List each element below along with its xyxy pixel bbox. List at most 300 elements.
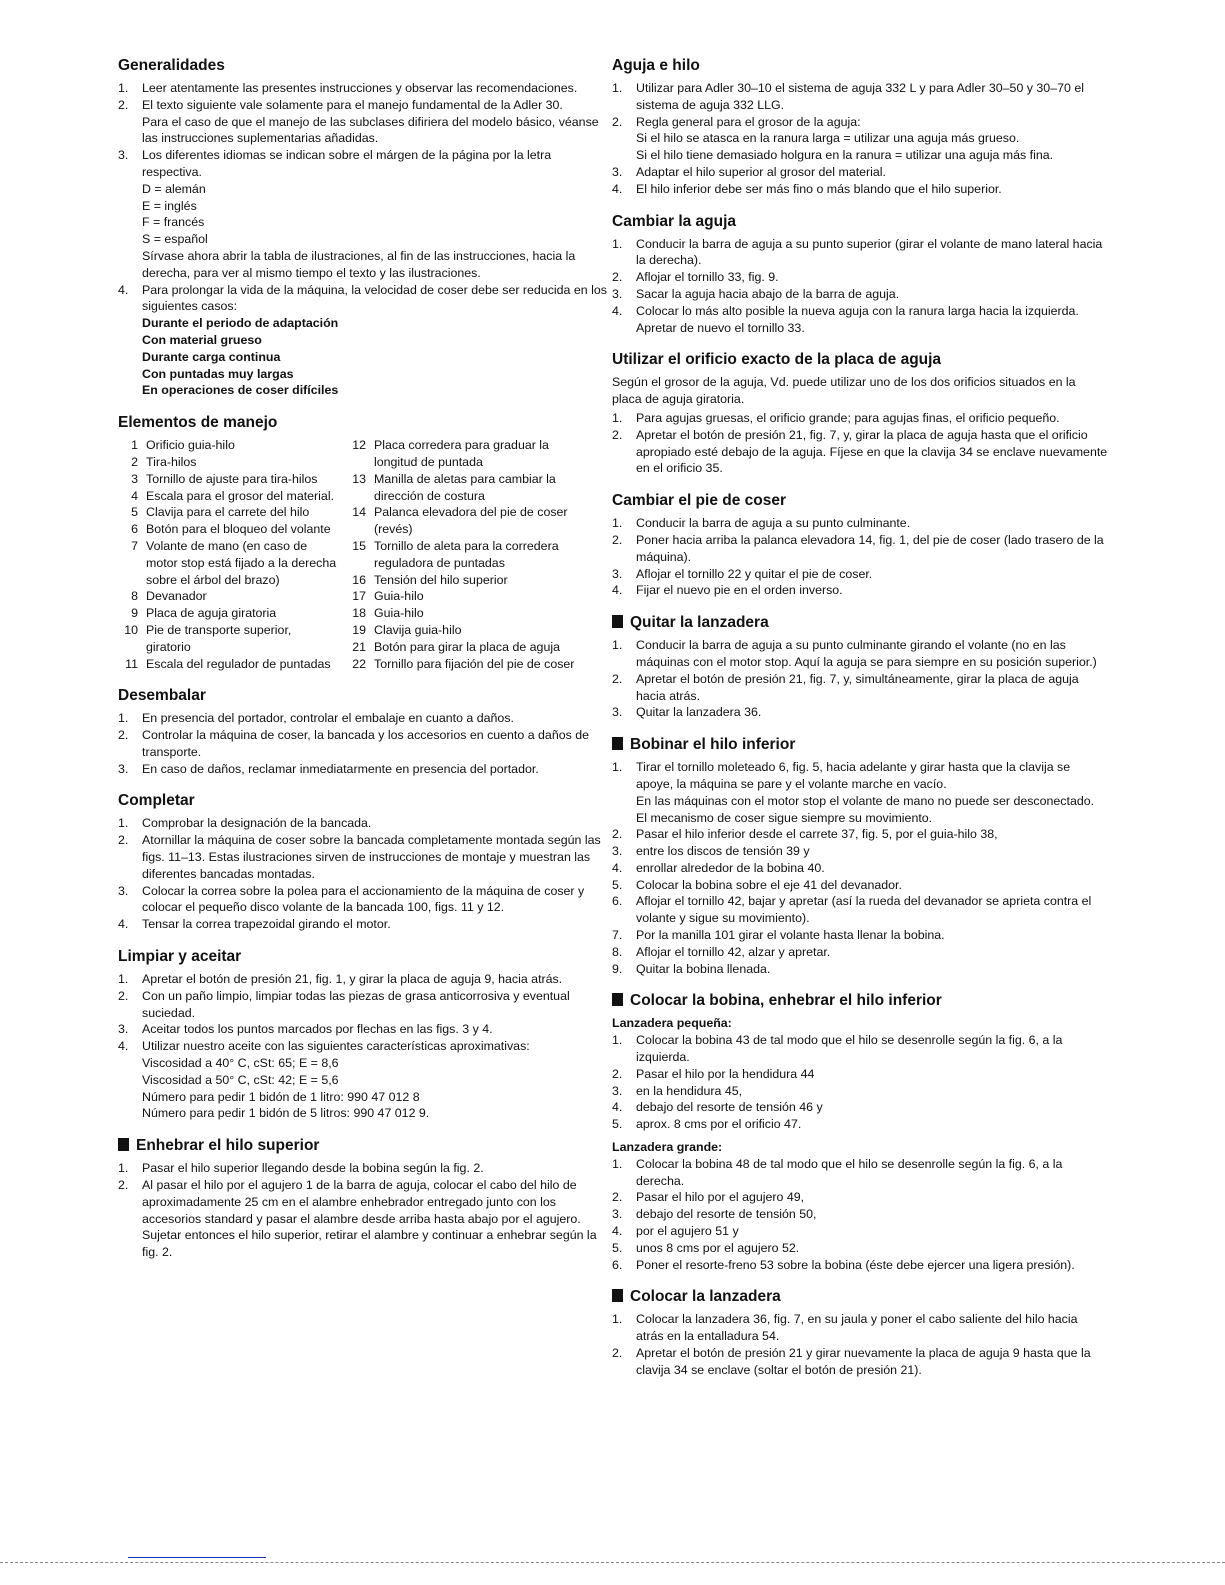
list-item — [118, 727, 608, 761]
legend-number: 3 — [131, 471, 138, 486]
list-item — [118, 761, 608, 778]
item-main-text: Regla general para el grosor de la aguja: — [636, 114, 861, 129]
item-text — [636, 515, 1108, 532]
subsection-title: Lanzadera grande: — [612, 1140, 723, 1155]
item-text — [636, 1066, 1108, 1083]
item-main-text: En presencia del portador, controlar el embalaje en cuanto a daños. — [142, 711, 514, 726]
item-text — [636, 236, 1108, 270]
legend-item — [118, 454, 338, 471]
item-main-text: Apretar el botón de presión 21, fig. 7, y, girar la placa de aguja hasta que el orificio apropiado esté debajo de la aguja. Fíjese en que la clavija 34 se enclave nuevamente en el orificio 35. — [636, 427, 1108, 476]
item-main-text: Pasar el hilo por el agujero 49, — [636, 1190, 805, 1205]
legend-text: Clavija guia-hilo — [374, 622, 462, 637]
section-title: Desembalar — [118, 687, 206, 705]
list-item — [612, 1032, 1108, 1066]
item-text — [142, 1038, 608, 1122]
left-column — [118, 56, 608, 1261]
numbered-list — [118, 815, 608, 933]
item-number: 5. — [612, 877, 623, 892]
item-main-text: Quitar la bobina llenada. — [636, 961, 771, 976]
section-quitar-lanzadera — [612, 613, 1108, 721]
item-text — [142, 832, 608, 882]
item-number: 8. — [612, 944, 623, 959]
item-text — [142, 710, 608, 727]
item-number: 4. — [612, 303, 623, 318]
legend-item — [346, 622, 576, 639]
section-generalidades — [118, 56, 608, 399]
list-item — [612, 826, 1108, 843]
item-text — [142, 1177, 608, 1261]
item-number: 1. — [612, 638, 623, 653]
item-main-text: Colocar la bobina 48 de tal modo que el hilo se desenrolle según la fig. 6, a la derecha. — [636, 1156, 1063, 1188]
item-main-text: Colocar la correa sobre la polea para el accionamiento de la máquina de coser y colocar el pequeño disco volante de la bancada 100, figs. 11 y 12. — [142, 883, 585, 915]
legend-text: Clavija para el carrete del hilo — [146, 505, 310, 520]
section-aguja-hilo — [612, 56, 1108, 198]
list-item — [118, 97, 608, 147]
legend-number: 17 — [352, 589, 366, 604]
section-title: Limpiar y aceitar — [118, 948, 242, 966]
legend-text: Pie de transporte superior, giratorio — [146, 622, 292, 654]
item-main-text: Aflojar el tornillo 42, bajar y apretar (así la rueda del devanador se aprieta contra el volante y sigue su movimiento). — [636, 894, 1092, 926]
item-bold-note: Durante el periodo de adaptación — [142, 316, 339, 331]
section-title: Bobinar el hilo inferior — [612, 735, 1108, 755]
legend-number: 16 — [352, 572, 366, 587]
item-text — [636, 1156, 1108, 1190]
numbered-list — [612, 759, 1108, 977]
item-text — [636, 532, 1108, 566]
section-title: Generalidades — [118, 57, 225, 74]
legend-text: Placa de aguja giratoria — [146, 606, 277, 621]
legend-text: Botón para girar la placa de aguja — [374, 639, 560, 654]
section-intro: Según el grosor de la aguja, Vd. puede utilizar uno de los dos orificios situados en la placa de aguja giratoria. — [612, 375, 1076, 407]
item-number: 2. — [612, 671, 623, 686]
item-number: 3. — [118, 1022, 129, 1037]
legend-number: 13 — [352, 471, 366, 486]
numbered-list — [612, 637, 1108, 721]
legend-text: Palanca elevadora del pie de coser (revés) — [374, 505, 568, 537]
legend-item — [118, 471, 338, 488]
legend-number: 14 — [352, 505, 366, 520]
item-text — [636, 286, 1108, 303]
list-item — [612, 1257, 1108, 1274]
item-number: 1. — [612, 410, 623, 425]
section-limpiar — [118, 947, 608, 1122]
item-number: 3. — [612, 164, 623, 179]
legend-number: 12 — [352, 438, 366, 453]
item-number: 2. — [118, 97, 129, 112]
item-number: 1. — [118, 1161, 129, 1176]
item-number: 2. — [612, 270, 623, 285]
list-item — [612, 1099, 1108, 1116]
item-text — [636, 1116, 1108, 1133]
item-text — [636, 410, 1108, 427]
legend-item — [118, 504, 338, 521]
item-text — [142, 727, 608, 761]
list-item — [118, 815, 608, 832]
list-item — [612, 80, 1108, 114]
numbered-list — [612, 410, 1108, 477]
item-note: Número para pedir 1 bidón de 1 litro: 990 47 012 8 — [142, 1089, 420, 1104]
item-main-text: debajo del resorte de tensión 46 y — [636, 1100, 823, 1115]
item-main-text: Colocar la bobina sobre el eje 41 del devanador. — [636, 877, 902, 892]
numbered-list — [612, 515, 1108, 599]
list-item — [612, 927, 1108, 944]
item-number: 2. — [612, 1346, 623, 1361]
item-text — [142, 988, 608, 1022]
item-main-text: en la hendidura 45, — [636, 1083, 743, 1098]
legend-text: Tensión del hilo superior — [374, 572, 508, 587]
list-item — [118, 916, 608, 933]
list-item — [612, 1066, 1108, 1083]
item-number: 1. — [612, 1033, 623, 1048]
item-text — [142, 971, 608, 988]
item-main-text: Con un paño limpio, limpiar todas las piezas de grasa anticorrosiva y eventual suciedad. — [142, 988, 570, 1020]
item-text — [142, 1160, 608, 1177]
list-item — [612, 1311, 1108, 1345]
numbered-list — [612, 1311, 1108, 1378]
item-text — [142, 815, 608, 832]
item-main-text: Colocar la lanzadera 36, fig. 7, en su jaula y poner el cabo saliente del hilo hacia atrás en la entalladura 54. — [636, 1312, 1078, 1344]
item-main-text: Pasar el hilo superior llegando desde la bobina según la fig. 2. — [142, 1161, 484, 1176]
item-main-text: aprox. 8 cms por el orificio 47. — [636, 1117, 802, 1132]
legend-item — [346, 605, 576, 622]
list-item — [612, 515, 1108, 532]
item-number: 7. — [612, 928, 623, 943]
legend-item — [346, 656, 576, 673]
item-text — [636, 1206, 1108, 1223]
list-item — [118, 883, 608, 917]
item-note: Para el caso de que el manejo de las subclases difiriera del modelo básico, véanse las instrucciones suplementarias añadidas. — [142, 114, 599, 146]
list-item — [612, 269, 1108, 286]
legend-text: Guia-hilo — [374, 589, 424, 604]
legend-text: Manilla de aletas para cambiar la dirección de costura — [374, 471, 556, 503]
item-note: S = español — [142, 232, 208, 247]
list-item — [612, 893, 1108, 927]
item-main-text: El texto siguiente vale solamente para el manejo fundamental de la Adler 30. — [142, 97, 563, 112]
list-item — [118, 832, 608, 882]
list-item — [612, 427, 1108, 477]
numbered-list — [118, 710, 608, 777]
section-title: Elementos de manejo — [118, 414, 278, 432]
item-main-text: por el agujero 51 y — [636, 1224, 739, 1239]
item-main-text: Por la manilla 101 girar el volante hasta llenar la bobina. — [636, 928, 945, 943]
item-note: Si el hilo se atasca en la ranura larga = utilizar una aguja más grueso. — [636, 131, 1020, 146]
item-number: 6. — [612, 1257, 623, 1272]
item-main-text: Controlar la máquina de coser, la bancada y los accesorios en cuento a daños de transporte. — [142, 728, 590, 759]
item-main-text: Comprobar la designación de la bancada. — [142, 816, 372, 831]
item-main-text: entre los discos de tensión 39 y — [636, 844, 810, 859]
item-main-text: Fijar el nuevo pie en el orden inverso. — [636, 583, 843, 598]
item-text — [636, 704, 1108, 721]
item-text — [636, 1345, 1108, 1379]
list-item — [612, 1345, 1108, 1379]
bottom-link-underline — [128, 1557, 266, 1558]
item-number: 2. — [118, 833, 129, 848]
list-item — [612, 877, 1108, 894]
item-main-text: Poner el resorte-freno 53 sobre la bobina (éste debe ejercer una ligera presión). — [636, 1257, 1075, 1272]
section-title: Completar — [118, 792, 195, 810]
item-number: 2. — [612, 1066, 623, 1081]
legend-number: 21 — [352, 639, 366, 654]
legend-grid — [118, 437, 608, 672]
section-title: Quitar la lanzadera — [612, 613, 1108, 633]
item-text — [636, 1257, 1108, 1274]
item-number: 3. — [612, 286, 623, 301]
list-item — [118, 147, 608, 281]
section-title: Enhebrar el hilo superior — [118, 1136, 608, 1156]
item-main-text: Para agujas gruesas, el orificio grande; para agujas finas, el orificio pequeño. — [636, 410, 1060, 425]
item-main-text: Utilizar para Adler 30–10 el sistema de aguja 332 L y para Adler 30–50 y 30–70 el sistema de aguja 332 LLG. — [636, 81, 1084, 112]
list-item — [612, 1223, 1108, 1240]
item-main-text: unos 8 cms por el agujero 52. — [636, 1240, 800, 1255]
list-item — [612, 236, 1108, 270]
legend-text: Botón para el bloqueo del volante — [146, 522, 331, 537]
item-text — [636, 927, 1108, 944]
item-text — [636, 944, 1108, 961]
list-item — [612, 410, 1108, 427]
item-text — [142, 916, 608, 933]
item-number: 4. — [118, 282, 129, 297]
item-bold-note: Con material grueso — [142, 332, 262, 347]
legend-text: Escala para el grosor del material. — [146, 488, 335, 503]
list-item — [118, 282, 608, 400]
item-number: 9. — [612, 961, 623, 976]
item-bold-note: En operaciones de coser difíciles — [142, 383, 339, 398]
item-main-text: Conducir la barra de aguja a su punto superior (girar el volante de mano lateral hacia la derecha). — [636, 236, 1103, 268]
item-main-text: Aflojar el tornillo 33, fig. 9. — [636, 270, 779, 285]
item-main-text: Los diferentes idiomas se indican sobre el márgen de la página por la letra respectiva. — [142, 148, 552, 179]
legend-column — [346, 437, 576, 672]
item-number: 4. — [118, 917, 129, 932]
section-desembalar — [118, 686, 608, 777]
item-text — [636, 582, 1108, 599]
item-text — [636, 843, 1108, 860]
item-main-text: debajo del resorte de tensión 50, — [636, 1207, 817, 1222]
list-item — [612, 961, 1108, 978]
item-number: 1. — [612, 1156, 623, 1171]
item-number: 2. — [118, 728, 129, 743]
list-item — [612, 303, 1108, 337]
legend-item — [118, 437, 338, 454]
item-note: E = inglés — [142, 198, 197, 213]
item-number: 1. — [612, 516, 623, 531]
item-text — [636, 893, 1108, 927]
list-item — [118, 1021, 608, 1038]
item-text — [142, 1021, 608, 1038]
item-text — [636, 759, 1108, 826]
item-text — [636, 1032, 1108, 1066]
item-main-text: Sacar la aguja hacia abajo de la barra de aguja. — [636, 286, 900, 301]
item-number: 1. — [612, 1312, 623, 1327]
item-number: 3. — [118, 148, 129, 163]
legend-item — [118, 622, 338, 656]
list-item — [118, 1177, 608, 1261]
item-text — [636, 671, 1108, 705]
item-main-text: Pasar el hilo por la hendidura 44 — [636, 1066, 815, 1081]
item-text — [636, 566, 1108, 583]
item-main-text: El hilo inferior debe ser más fino o más blando que el hilo superior. — [636, 181, 1002, 196]
item-number: 2. — [612, 1190, 623, 1205]
section-title: Colocar la lanzadera — [612, 1287, 1108, 1307]
section-orificio — [612, 350, 1108, 477]
section-title: Colocar la bobina, enhebrar el hilo inferior — [612, 991, 1108, 1011]
item-text — [142, 147, 608, 281]
item-number: 2. — [612, 114, 623, 129]
legend-number: 19 — [352, 622, 366, 637]
legend-item — [346, 437, 576, 471]
item-text — [636, 80, 1108, 114]
list-item — [612, 1206, 1108, 1223]
item-note: D = alemán — [142, 181, 206, 196]
legend-item — [118, 538, 338, 588]
item-main-text: En caso de daños, reclamar inmediatarmente en presencia del portador. — [142, 761, 539, 776]
legend-item — [346, 639, 576, 656]
legend-text: Tornillo de aleta para la corredera reguladora de puntadas — [374, 538, 559, 570]
item-number: 3. — [612, 566, 623, 581]
item-text — [636, 114, 1108, 164]
legend-number: 9 — [131, 606, 138, 621]
item-main-text: Tirar el tornillo moleteado 6, fig. 5, hacia adelante y girar hasta que la clavija se apoye, la máquina se pare y el volante marche en vacío. — [636, 760, 1071, 791]
item-text — [636, 1223, 1108, 1240]
legend-item — [118, 656, 338, 673]
item-text — [636, 427, 1108, 477]
item-note: Sírvase ahora abrir la tabla de ilustraciones, al fin de las instrucciones, hacia la derecha, para ver al mismo tiempo el texto y las ilustraciones. — [142, 248, 576, 280]
legend-text: Volante de mano (en caso de motor stop está fijado a la derecha sobre el árbol del brazo) — [146, 538, 337, 587]
item-note: Viscosidad a 40° C, cSt: 65; E = 8,6 — [142, 1056, 339, 1071]
list-item — [612, 286, 1108, 303]
legend-item — [346, 471, 576, 505]
list-item — [612, 181, 1108, 198]
item-text — [636, 1189, 1108, 1206]
legend-text: Tornillo para fijación del pie de coser — [374, 656, 575, 671]
item-main-text: Quitar la lanzadera 36. — [636, 705, 762, 720]
item-bold-note: Durante carga continua — [142, 349, 281, 364]
item-main-text: Tensar la correa trapezoidal girando el motor. — [142, 917, 391, 932]
item-main-text: Colocar la bobina 43 de tal modo que el hilo se desenrolle según la fig. 6, a la izquierda. — [636, 1033, 1063, 1065]
item-note: F = francés — [142, 215, 205, 230]
section-colocar-bobina — [612, 991, 1108, 1273]
item-main-text: Pasar el hilo inferior desde el carrete 37, fig. 5, por el guia-hilo 38, — [636, 827, 998, 842]
item-number: 3. — [118, 883, 129, 898]
item-text — [636, 1099, 1108, 1116]
item-number: 3. — [612, 1083, 623, 1098]
section-title: Utilizar el orificio exacto de la placa de aguja — [612, 351, 942, 369]
item-text — [636, 877, 1108, 894]
item-main-text: Aflojar el tornillo 42, alzar y apretar. — [636, 944, 831, 959]
item-main-text: Atornillar la máquina de coser sobre la bancada completamente montada según las figs. 11–13. Estas ilustraciones sirven de instrucciones de montaje y muestran las diferentes bancadas montadas. — [142, 833, 601, 881]
item-main-text: Utilizar nuestro aceite con las siguientes características aproximativas: — [142, 1039, 530, 1054]
item-main-text: Aceitar todos los puntos marcados por flechas en las figs. 3 y 4. — [142, 1022, 493, 1037]
list-item — [612, 944, 1108, 961]
numbered-list — [118, 1160, 608, 1261]
item-text — [636, 181, 1108, 198]
item-main-text: enrollar alrededor de la bobina 40. — [636, 860, 825, 875]
section-cambiar-aguja — [612, 212, 1108, 337]
item-number: 1. — [118, 711, 129, 726]
list-item — [612, 566, 1108, 583]
right-column — [612, 56, 1108, 1379]
section-title: Aguja e hilo — [612, 57, 700, 74]
section-completar — [118, 791, 608, 933]
item-main-text: Apretar el botón de presión 21, fig. 1, y girar la placa de aguja 9, hacia atrás. — [142, 972, 563, 987]
item-number: 1. — [612, 81, 623, 95]
numbered-list — [118, 971, 608, 1122]
item-number: 1. — [612, 236, 623, 251]
item-number: 1. — [118, 81, 129, 95]
legend-number: 5 — [131, 505, 138, 520]
list-item — [612, 860, 1108, 877]
item-number: 4. — [612, 181, 623, 196]
item-number: 2. — [612, 532, 623, 547]
section-bobinar — [612, 735, 1108, 977]
item-note: En las máquinas con el motor stop el volante de mano no puede ser desconectado. El mecanismo de coser sigue siempre su movimiento. — [636, 793, 1095, 825]
item-note: Número para pedir 1 bidón de 5 litros: 990 47 012 9. — [142, 1106, 430, 1121]
item-text — [142, 80, 608, 97]
list-item — [118, 80, 608, 97]
item-text — [636, 961, 1108, 978]
item-main-text: Apretar el botón de presión 21, fig. 7, y, simultáneamente, girar la placa de aguja hacia atrás. — [636, 671, 1079, 703]
legend-text: Guia-hilo — [374, 606, 424, 621]
list-item — [118, 971, 608, 988]
list-item — [118, 988, 608, 1022]
item-text — [142, 883, 608, 917]
item-number: 4. — [612, 583, 623, 598]
legend-item — [346, 588, 576, 605]
legend-number: 11 — [125, 656, 138, 671]
item-main-text: Aflojar el tornillo 22 y quitar el pie de coser. — [636, 566, 873, 581]
item-number: 5. — [612, 1117, 623, 1132]
legend-number: 10 — [124, 622, 138, 637]
item-main-text: Conducir la barra de aguja a su punto culminante. — [636, 516, 911, 531]
list-item — [612, 1240, 1108, 1257]
subsection-title: Lanzadera pequeña: — [612, 1016, 732, 1031]
legend-item — [118, 588, 338, 605]
item-main-text: Apretar el botón de presión 21 y girar nuevamente la placa de aguja 9 hasta que la clavija 34 se enclave (soltar el botón de presión 21). — [636, 1346, 1091, 1377]
list-item — [612, 1156, 1108, 1190]
legend-number: 15 — [352, 538, 366, 553]
item-number: 6. — [612, 894, 623, 909]
list-item — [612, 671, 1108, 705]
legend-text: Devanador — [146, 589, 207, 604]
legend-number: 1 — [131, 438, 138, 453]
item-number: 5. — [612, 1240, 623, 1255]
item-main-text: Conducir la barra de aguja a su punto culminante girando el volante (no en las máquinas con el motor stop. Aquí la aguja se para siempre en su posición superior.) — [636, 638, 1097, 669]
numbered-list — [612, 236, 1108, 337]
item-text — [636, 637, 1108, 671]
legend-item — [118, 521, 338, 538]
section-colocar-lanzadera — [612, 1287, 1108, 1378]
list-item — [612, 114, 1108, 164]
item-number: 1. — [612, 760, 623, 775]
legend-item — [118, 488, 338, 505]
item-text — [142, 97, 608, 147]
legend-text: Orificio guia-hilo — [146, 438, 235, 453]
item-main-text: Para prolongar la vida de la máquina, la velocidad de coser debe ser reducida en los siguientes casos: — [142, 282, 607, 314]
item-main-text: Al pasar el hilo por el agujero 1 de la barra de aguja, colocar el cabo del hilo de aproximadamente 25 cm en el alambre enhebrador entregado junto con los accesorios standard y pasar el alambre desde arriba hasta abajo por el agujero. Sujetar entonces el hilo superior, retirar el alambre y continuar a enhebrar según la fig. 2. — [142, 1178, 597, 1260]
item-text — [636, 1311, 1108, 1345]
list-item — [118, 1160, 608, 1177]
legend-item — [118, 605, 338, 622]
item-number: 2. — [118, 988, 129, 1003]
legend-number: 8 — [131, 589, 138, 604]
item-number: 4. — [118, 1039, 129, 1054]
legend-number: 6 — [131, 522, 138, 537]
item-number: 4. — [612, 1100, 623, 1115]
legend-text: Tira-hilos — [146, 454, 197, 469]
item-text — [636, 860, 1108, 877]
numbered-list — [612, 1032, 1108, 1133]
item-text — [636, 303, 1108, 337]
section-elementos — [118, 413, 608, 672]
